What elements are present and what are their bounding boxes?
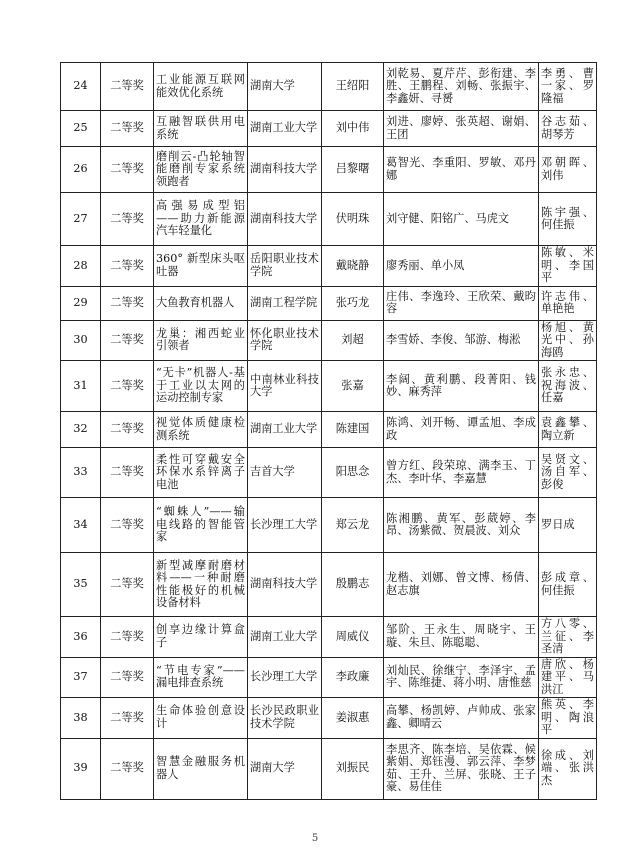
table-row	[61, 698, 597, 739]
row-number: 25	[61, 111, 101, 147]
awards-table	[60, 62, 597, 800]
project-name: 柔性可穿戴安全环保水系锌离子电池	[154, 448, 248, 498]
team-members: 曾方红、段荣琼、满李玉、丁杰、李叶华、李嘉慧	[384, 448, 539, 498]
team-members: 庄伟、李逸玲、王欣荣、戴昀容	[384, 286, 539, 320]
project-name: 创享边缘计算盒子	[154, 617, 248, 658]
table-row	[61, 286, 597, 320]
team-members: 葛智光、李重阳、罗敏、邓丹娜	[384, 147, 539, 193]
school-name: 湖南工业大学	[248, 111, 322, 147]
school-name: 湖南科技大学	[248, 553, 322, 617]
school-name: 吉首大学	[248, 448, 322, 498]
team-leader: 张巧龙	[322, 286, 384, 320]
table-row	[61, 320, 597, 361]
row-number: 36	[61, 617, 101, 658]
team-members: 邹阶、王永生、周晓宇、王璇、朱旦、陈聪聪、	[384, 617, 539, 658]
row-number: 31	[61, 361, 101, 412]
row-number: 24	[61, 63, 101, 111]
project-name: 磨削云-凸轮轴智能磨削专家系统领跑者	[154, 147, 248, 193]
advisors: 唐欣、杨建平、马洪江	[539, 657, 597, 698]
table-row	[61, 412, 597, 448]
school-name: 湖南工业大学	[248, 412, 322, 448]
team-members: 李阔、黄利鹏、段菁阳、钱妙、麻秀萍	[384, 361, 539, 412]
page-number: 5	[311, 833, 319, 844]
project-name: 高强易成型铝——助力新能源汽车轻量化	[154, 193, 248, 246]
school-name: 岳阳职业技术学院	[248, 246, 322, 287]
table-row	[61, 111, 597, 147]
team-members: 刘守健、阳铭广、马虎文	[384, 193, 539, 246]
row-number: 39	[61, 738, 101, 799]
project-name: 互融智联供用电系统	[154, 111, 248, 147]
table-row	[61, 498, 597, 553]
advisors: 熊英、李明、陶浪平	[539, 698, 597, 739]
team-members: 刘乾易、夏芹芹、彭衔建、李胜、王鹏程、刘畅、张振宇、李鑫妍、寻赟	[384, 63, 539, 111]
project-name: “节电专家”——漏电排查系统	[154, 657, 248, 698]
team-leader: 郑云龙	[322, 498, 384, 553]
row-number: 28	[61, 246, 101, 287]
project-name: 工业能源互联网能效优化系统	[154, 63, 248, 111]
award-level: 二等奖	[101, 738, 154, 799]
advisors: 杨旭、黄光中、孙海鸥	[539, 320, 597, 361]
project-name: 新型减摩耐磨材料——一种耐磨性能极好的机械设备材料	[154, 553, 248, 617]
advisors: 许志伟、单艳艳	[539, 286, 597, 320]
advisors: 吴贤文、汤自军、彭俊	[539, 448, 597, 498]
school-name: 湖南工程学院	[248, 286, 322, 320]
team-members: 陈鸿、刘开畅、谭孟旭、李成政	[384, 412, 539, 448]
table-row	[61, 448, 597, 498]
school-name: 长沙理工大学	[248, 657, 322, 698]
project-name: “无卡”机器人-基于工业以太网的运动控制专家	[154, 361, 248, 412]
award-level: 二等奖	[101, 63, 154, 111]
award-level: 二等奖	[101, 147, 154, 193]
school-name: 长沙理工大学	[248, 498, 322, 553]
table-row	[61, 657, 597, 698]
school-name: 湖南大学	[248, 738, 322, 799]
advisors: 徐成、刘端、张洪杰	[539, 738, 597, 799]
team-leader: 殷鹏志	[322, 553, 384, 617]
team-leader: 伏明珠	[322, 193, 384, 246]
award-level: 二等奖	[101, 553, 154, 617]
team-leader: 陈建国	[322, 412, 384, 448]
team-leader: 刘振民	[322, 738, 384, 799]
table-row	[61, 63, 597, 111]
team-leader: 王绍阳	[322, 63, 384, 111]
team-leader: 阳思念	[322, 448, 384, 498]
row-number: 38	[61, 698, 101, 739]
team-leader: 李政廉	[322, 657, 384, 698]
team-members: 廖秀丽、单小凤	[384, 246, 539, 287]
row-number: 27	[61, 193, 101, 246]
award-level: 二等奖	[101, 320, 154, 361]
team-leader: 周威仪	[322, 617, 384, 658]
row-number: 29	[61, 286, 101, 320]
award-level: 二等奖	[101, 361, 154, 412]
row-number: 35	[61, 553, 101, 617]
team-leader: 吕黎曙	[322, 147, 384, 193]
table-row	[61, 738, 597, 799]
project-name: 龙巢：湘西蛇业引领者	[154, 320, 248, 361]
project-name: 生命体验创意设计	[154, 698, 248, 739]
table-row	[61, 361, 597, 412]
award-level: 二等奖	[101, 657, 154, 698]
team-members: 高攀、杨凯婷、卢帅成、张家鑫、卿晴云	[384, 698, 539, 739]
school-name: 湖南大学	[248, 63, 322, 111]
award-level: 二等奖	[101, 498, 154, 553]
team-leader: 刘超	[322, 320, 384, 361]
team-members: 龙楷、刘娜、曾文博、杨倩、赵志旗	[384, 553, 539, 617]
award-level: 二等奖	[101, 448, 154, 498]
award-level: 二等奖	[101, 111, 154, 147]
award-level: 二等奖	[101, 246, 154, 287]
table-row	[61, 617, 597, 658]
row-number: 26	[61, 147, 101, 193]
advisors: 邓朝晖、刘伟	[539, 147, 597, 193]
school-name: 湖南工业大学	[248, 617, 322, 658]
school-name: 怀化职业技术学院	[248, 320, 322, 361]
team-members: 李雪娇、李俊、邹游、梅淞	[384, 320, 539, 361]
advisors: 方八零、兰征、李圣清	[539, 617, 597, 658]
award-level: 二等奖	[101, 286, 154, 320]
team-leader: 姜淑惠	[322, 698, 384, 739]
project-name: “蜘蛛人”——输电线路的智能管家	[154, 498, 248, 553]
advisors: 李勇、曹一家、罗隆福	[539, 63, 597, 111]
table-row	[61, 193, 597, 246]
row-number: 34	[61, 498, 101, 553]
table-row	[61, 553, 597, 617]
team-leader: 刘中伟	[322, 111, 384, 147]
school-name: 长沙民政职业技术学院	[248, 698, 322, 739]
table-row	[61, 246, 597, 287]
advisors: 罗日成	[539, 498, 597, 553]
school-name: 中南林业科技大学	[248, 361, 322, 412]
team-members: 刘灿民、徐继宁、李泽宇、孟宇、陈维捷、蒋小明、唐惟慈	[384, 657, 539, 698]
school-name: 湖南科技大学	[248, 147, 322, 193]
advisors: 陈敏、米明、李国平	[539, 246, 597, 287]
project-name: 360° 新型床头呕吐器	[154, 246, 248, 287]
project-name: 大鱼教育机器人	[154, 286, 248, 320]
project-name: 智慧金融服务机器人	[154, 738, 248, 799]
row-number: 32	[61, 412, 101, 448]
advisors: 张永忠、祝海波、任嘉	[539, 361, 597, 412]
team-members: 刘进、廖婷、张英超、谢娟、王团	[384, 111, 539, 147]
row-number: 33	[61, 448, 101, 498]
award-level: 二等奖	[101, 698, 154, 739]
advisors: 谷志茹、胡琴芳	[539, 111, 597, 147]
team-members: 李思齐、陈李培、吴依霖、候紫娟、郑钰漫、郭云萍、李梦茹、王升、兰屏、张晓、王子豪、易佳佳	[384, 738, 539, 799]
project-name: 视觉体质健康检测系统	[154, 412, 248, 448]
advisors: 彭成章、何佳振	[539, 553, 597, 617]
team-leader: 张嘉	[322, 361, 384, 412]
team-members: 陈湘鹏、黄军、彭葳婷、李昂、汤紫微、贺晨波、刘众	[384, 498, 539, 553]
award-level: 二等奖	[101, 193, 154, 246]
award-level: 二等奖	[101, 617, 154, 658]
advisors: 袁鑫攀、陶立新	[539, 412, 597, 448]
award-level: 二等奖	[101, 412, 154, 448]
advisors: 陈宇强、何佳振	[539, 193, 597, 246]
table-row	[61, 147, 597, 193]
row-number: 37	[61, 657, 101, 698]
row-number: 30	[61, 320, 101, 361]
team-leader: 戴晓静	[322, 246, 384, 287]
school-name: 湖南科技大学	[248, 193, 322, 246]
